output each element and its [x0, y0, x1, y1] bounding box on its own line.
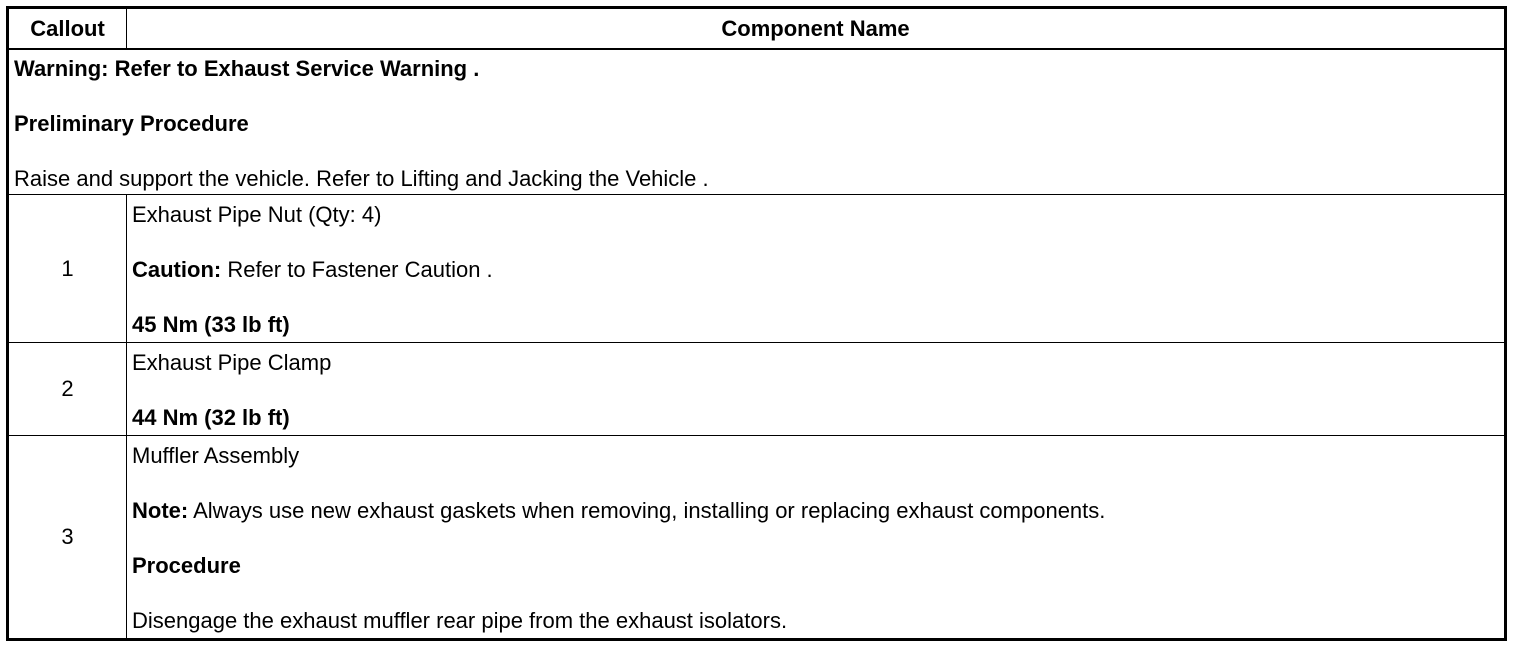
caution-label: Caution:	[132, 257, 222, 282]
preliminary-procedure-text: Raise and support the vehicle. Refer to Lifting and Jacking the Vehicle .	[14, 166, 709, 191]
component-cell	[127, 195, 1506, 343]
note-text: Always use new exhaust gaskets when removing, installing or replacing exhaust components.	[188, 498, 1106, 523]
preliminary-procedure-heading: Preliminary Procedure	[14, 111, 249, 136]
torque-spec: 44 Nm (32 lb ft)	[132, 405, 290, 430]
table-row	[8, 195, 1506, 343]
caution-text: Refer to Fastener Caution .	[221, 257, 493, 282]
intro-row	[8, 49, 1506, 195]
note-line	[132, 498, 1504, 524]
procedure-text: Disengage the exhaust muffler rear pipe from the exhaust isolators.	[132, 608, 788, 633]
procedure-heading: Procedure	[132, 553, 241, 578]
caution-line	[132, 257, 1504, 283]
callout-number: 3	[8, 436, 127, 640]
component-name: Exhaust Pipe Clamp	[132, 350, 332, 375]
callout-number: 1	[8, 195, 127, 343]
note-label: Note:	[132, 498, 189, 523]
component-cell	[127, 343, 1506, 436]
callout-column-header: Callout	[8, 8, 127, 50]
intro-cell	[8, 49, 1506, 195]
callout-number: 2	[8, 343, 127, 436]
component-table	[6, 6, 1507, 641]
table-header-row	[8, 8, 1506, 50]
component-name: Muffler Assembly	[132, 443, 300, 468]
component-cell	[127, 436, 1506, 640]
table-row	[8, 436, 1506, 640]
torque-spec: 45 Nm (33 lb ft)	[132, 312, 290, 337]
component-name: Exhaust Pipe Nut (Qty: 4)	[132, 202, 382, 227]
warning-text: Warning: Refer to Exhaust Service Warning .	[14, 56, 480, 81]
table-row	[8, 343, 1506, 436]
component-name-column-header: Component Name	[127, 8, 1506, 50]
